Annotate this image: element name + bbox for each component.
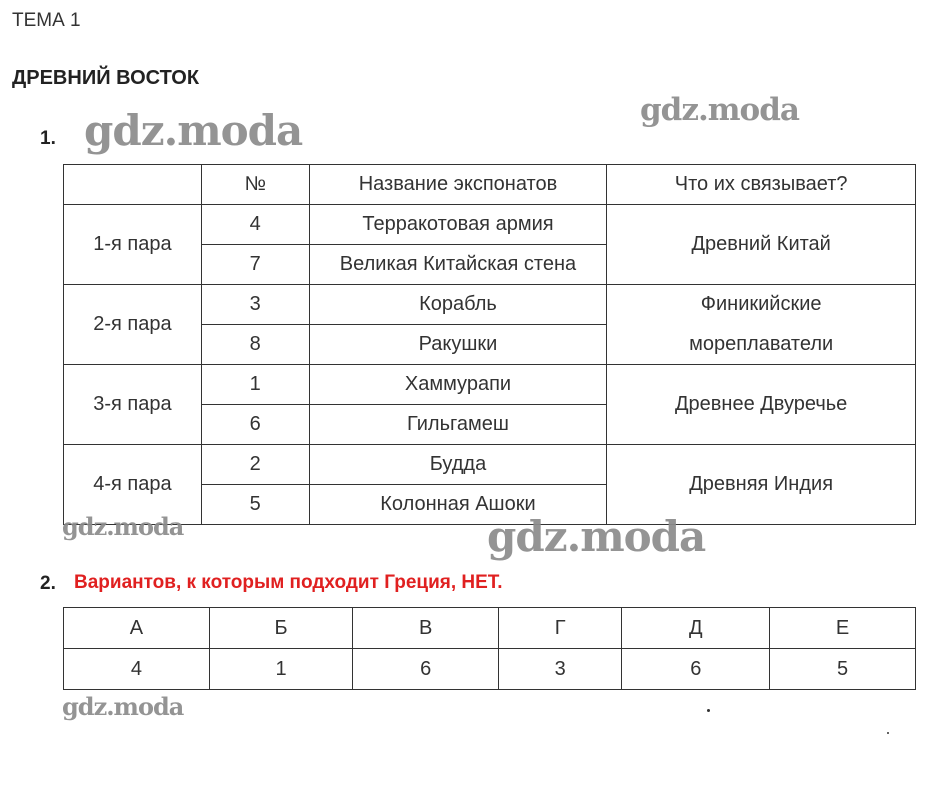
exhibit-number: 5: [201, 485, 309, 525]
table-header-row: [64, 165, 916, 205]
answer-letter: Д: [622, 608, 770, 649]
table-row: [64, 285, 916, 325]
table-row: [64, 649, 916, 690]
answer-letter: Г: [499, 608, 622, 649]
connection-cell: Древняя Индия: [607, 445, 916, 525]
answer-value: 3: [499, 649, 622, 690]
exhibit-name: Гильгамеш: [309, 405, 607, 445]
exhibit-name: Колонная Ашоки: [309, 485, 607, 525]
table-row: [64, 205, 916, 245]
answer-value: 6: [353, 649, 499, 690]
watermark: gdz.moda: [640, 92, 799, 128]
watermark: gdz.moda: [487, 512, 706, 561]
exhibit-number: 4: [201, 205, 309, 245]
answer-letter: Е: [770, 608, 916, 649]
exhibit-number: 7: [201, 245, 309, 285]
header-cell: [64, 165, 202, 205]
table-row: [64, 365, 916, 405]
header-cell: №: [201, 165, 309, 205]
question-2-number: 2.: [40, 573, 56, 594]
answer-value: 4: [64, 649, 210, 690]
table-row: [64, 445, 916, 485]
connection-line: Финикийские: [700, 293, 822, 315]
exhibit-name: Ракушки: [309, 325, 607, 365]
exhibit-number: 3: [201, 285, 309, 325]
question-2-answer: Вариантов, к которым подходит Греция, НЕТ.: [74, 572, 503, 593]
exhibit-number: 6: [201, 405, 309, 445]
header-cell: Название экспонатов: [309, 165, 607, 205]
table-header-row: [64, 608, 916, 649]
answer-value: 1: [209, 649, 353, 690]
watermark: gdz.moda: [62, 692, 184, 721]
pair-label: 2-я пара: [64, 285, 202, 365]
question-1-number: 1.: [40, 128, 56, 149]
exhibit-name: Великая Китайская стена: [309, 245, 607, 285]
answer-table: [63, 607, 916, 690]
watermark: gdz.moda: [62, 512, 184, 541]
exhibit-pairs-table: [63, 164, 916, 525]
exhibit-name: Корабль: [309, 285, 607, 325]
connection-line: мореплаватели: [689, 333, 834, 355]
answer-value: 6: [622, 649, 770, 690]
pair-label: 1-я пара: [64, 205, 202, 285]
pair-label: 4-я пара: [64, 445, 202, 525]
pair-label: 3-я пара: [64, 365, 202, 445]
section-heading: ДРЕВНИЙ ВОСТОК: [12, 67, 200, 89]
exhibit-number: 2: [201, 445, 309, 485]
exhibit-number: 8: [201, 325, 309, 365]
answer-letter: А: [64, 608, 210, 649]
header-cell: Что их связывает?: [607, 165, 916, 205]
exhibit-name: Хаммурапи: [309, 365, 607, 405]
connection-cell: Древнее Двуречье: [607, 365, 916, 445]
answer-letter: В: [353, 608, 499, 649]
connection-cell: [607, 285, 916, 365]
answer-value: 5: [770, 649, 916, 690]
answer-letter: Б: [209, 608, 353, 649]
speck-dot: [887, 732, 889, 734]
speck-dot: [707, 709, 710, 712]
exhibit-name: Будда: [309, 445, 607, 485]
topic-label: ТЕМА 1: [12, 10, 81, 31]
connection-cell: Древний Китай: [607, 205, 916, 285]
watermark: gdz.moda: [84, 106, 303, 155]
exhibit-name: Терракотовая армия: [309, 205, 607, 245]
exhibit-number: 1: [201, 365, 309, 405]
